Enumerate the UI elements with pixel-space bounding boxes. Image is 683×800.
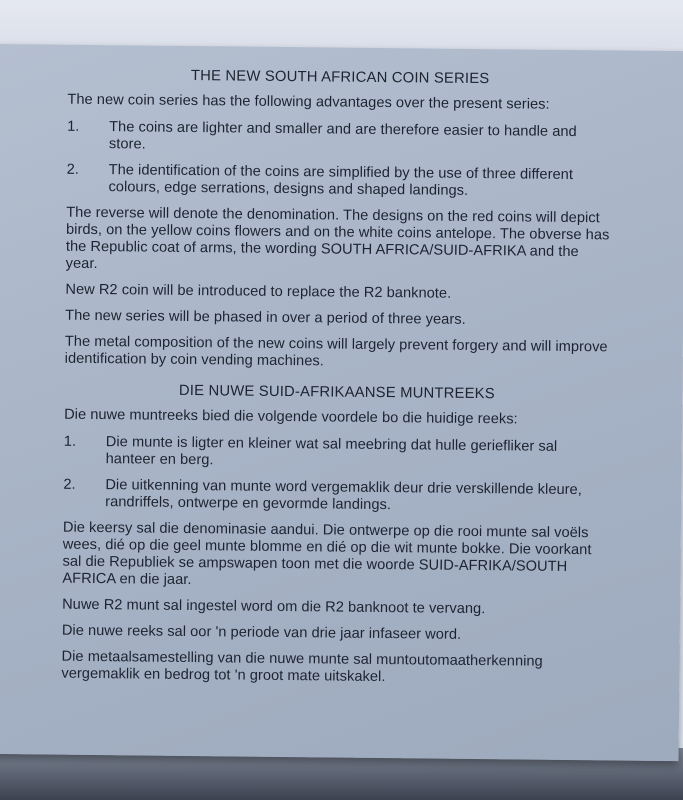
afrikaans-intro: Die nuwe muntreeks bied die volgende voordele bo die huidige reeks:: [64, 406, 518, 428]
afrikaans-heading: DIE NUWE SUID-AFRIKAANSE MUNTREEKS: [178, 382, 495, 403]
english-heading: THE NEW SOUTH AFRICAN COIN SERIES: [190, 68, 490, 88]
afrikaans-paragraph: Die nuwe reeks sal oor 'n periode van drie jaar infaseer word.: [61, 622, 462, 643]
afrikaans-list-item: [63, 477, 608, 517]
afrikaans-list-item: [64, 434, 609, 474]
english-list-item: [66, 162, 611, 202]
leaflet-page: [0, 44, 683, 761]
english-paragraph: The reverse will denote the denomination. The designs on the red coins will depict birds, on the yellow coins flowers and on the white coins antelope. The obverse has the Republic coat of arms, the wording SOUTH AFRICA/SUID-AFRIKA and the year.: [65, 204, 610, 273]
afrikaans-paragraph: Die metaalsamestelling van die nuwe munte sal muntoutomaatherkenning vergemaklik en bedrog tot 'n groot mate uitskakel.: [61, 648, 543, 686]
english-paragraph: The metal composition of the new coins will largely prevent forgery and will improve identification by coin vending machines.: [64, 333, 608, 370]
english-list-item: [67, 119, 612, 159]
list-text: Die munte is ligter en kleiner wat sal meebring dat hulle geriefliker sal hanteer en berg.: [105, 434, 558, 469]
list-number: 1.: [67, 118, 80, 135]
list-number: 2.: [63, 476, 76, 493]
afrikaans-paragraph: Nuwe R2 munt sal ingestel word om die R2 banknoot te vervang.: [62, 596, 486, 618]
english-paragraph: The new series will be phased in over a period of three years.: [65, 307, 466, 328]
afrikaans-paragraph: Die keersy sal die denominasie aandui. Die ontwerpe op die rooi munte sal voëls wees, dié op die geel munte blomme en dié op die wit munte bokke. Die voorkant sal die Republiek se ampswapen toon met die woorde SUID-AFRIKA/SOUTH AFRICA en die jaar.: [62, 519, 592, 589]
list-text: The identification of the coins are simplified by the use of three different colours, edge serrations, designs and shaped landings.: [108, 162, 574, 199]
list-text: Die uitkenning van munte word vergemaklik deur drie verskillende kleure, randriffels, ontwerpe en gevormde landings.: [105, 477, 582, 514]
english-paragraph: New R2 coin will be introduced to replace the R2 banknote.: [65, 281, 452, 302]
leaflet-text: [61, 67, 613, 698]
list-number: 2.: [66, 161, 80, 178]
english-intro: The new coin series has the following advantages over the present series:: [67, 91, 550, 113]
list-number: 1.: [63, 433, 77, 450]
list-text: The coins are lighter and smaller and are therefore easier to handle and store.: [108, 119, 577, 153]
